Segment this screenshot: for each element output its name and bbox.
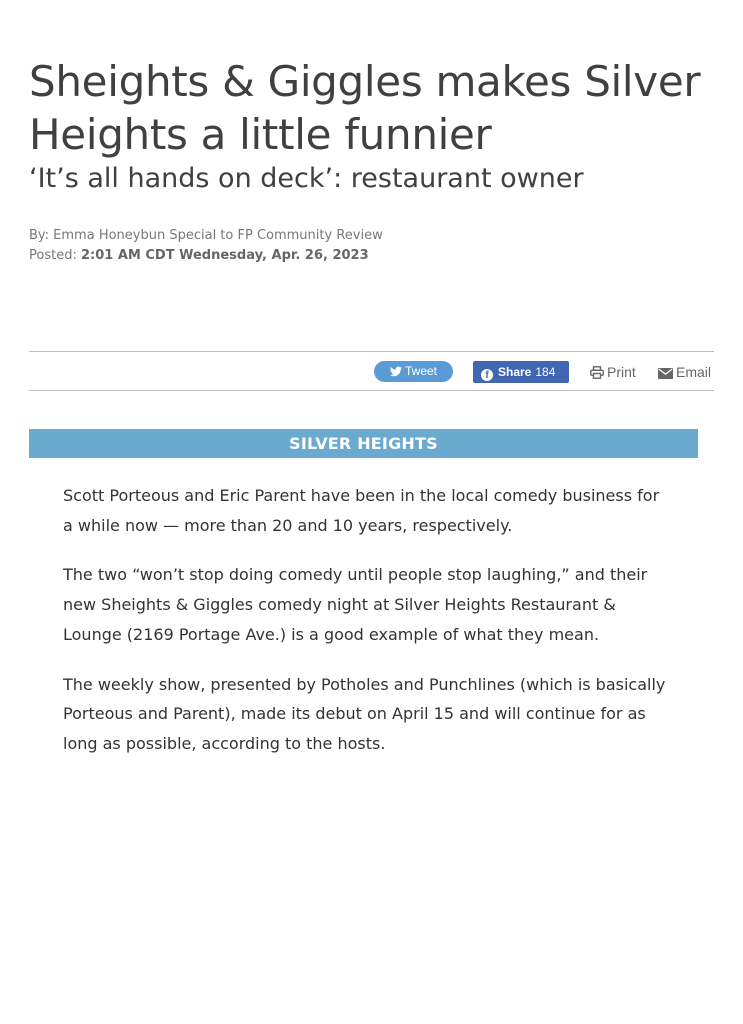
section-banner[interactable]: SILVER HEIGHTS xyxy=(29,429,698,458)
print-label: Print xyxy=(607,364,636,380)
tweet-button[interactable] xyxy=(374,361,453,382)
subheadline: ‘It’s all hands on deck’: restaurant owner xyxy=(29,163,584,194)
posted-date: 2:01 AM CDT Wednesday, Apr. 26, 2023 xyxy=(80,248,369,263)
share-bar xyxy=(29,351,714,391)
facebook-share-button[interactable] xyxy=(473,361,569,383)
article-paragraph: The weekly show, presented by Potholes and Punchlines (which is basically Porteous and Parent), made its debut on April 15 and will continue for as long as possible, according to the hosts. xyxy=(63,674,666,753)
email-link[interactable] xyxy=(658,361,711,383)
article-paragraph: Scott Porteous and Eric Parent have been in the local comedy business for a while now — more than 20 and 10 years, respectively. xyxy=(63,486,660,535)
facebook-share-label: Share xyxy=(498,365,532,379)
headline: Sheights & Giggles makes Silver Heights a little funnier xyxy=(29,57,701,159)
byline-block xyxy=(29,226,719,266)
print-link[interactable] xyxy=(590,361,636,383)
twitter-icon xyxy=(390,366,402,377)
posted-label: Posted: xyxy=(29,248,77,263)
article-paragraph: The two “won’t stop doing comedy until people stop laughing,” and their new Sheights & Giggles comedy night at Silver Heights Restaurant & Lounge (2169 Portage Ave.) is a good example of what they mean. xyxy=(63,565,648,644)
facebook-share-count: 184 xyxy=(535,365,556,379)
facebook-icon: f xyxy=(481,369,493,381)
email-label: Email xyxy=(676,364,712,380)
author-byline: By: Emma Honeybun Special to FP Community Review xyxy=(29,228,383,243)
tweet-label: Tweet xyxy=(404,364,437,378)
posted-line xyxy=(29,246,719,266)
envelope-icon xyxy=(658,368,673,379)
article-body xyxy=(63,481,673,779)
printer-icon xyxy=(590,366,604,379)
